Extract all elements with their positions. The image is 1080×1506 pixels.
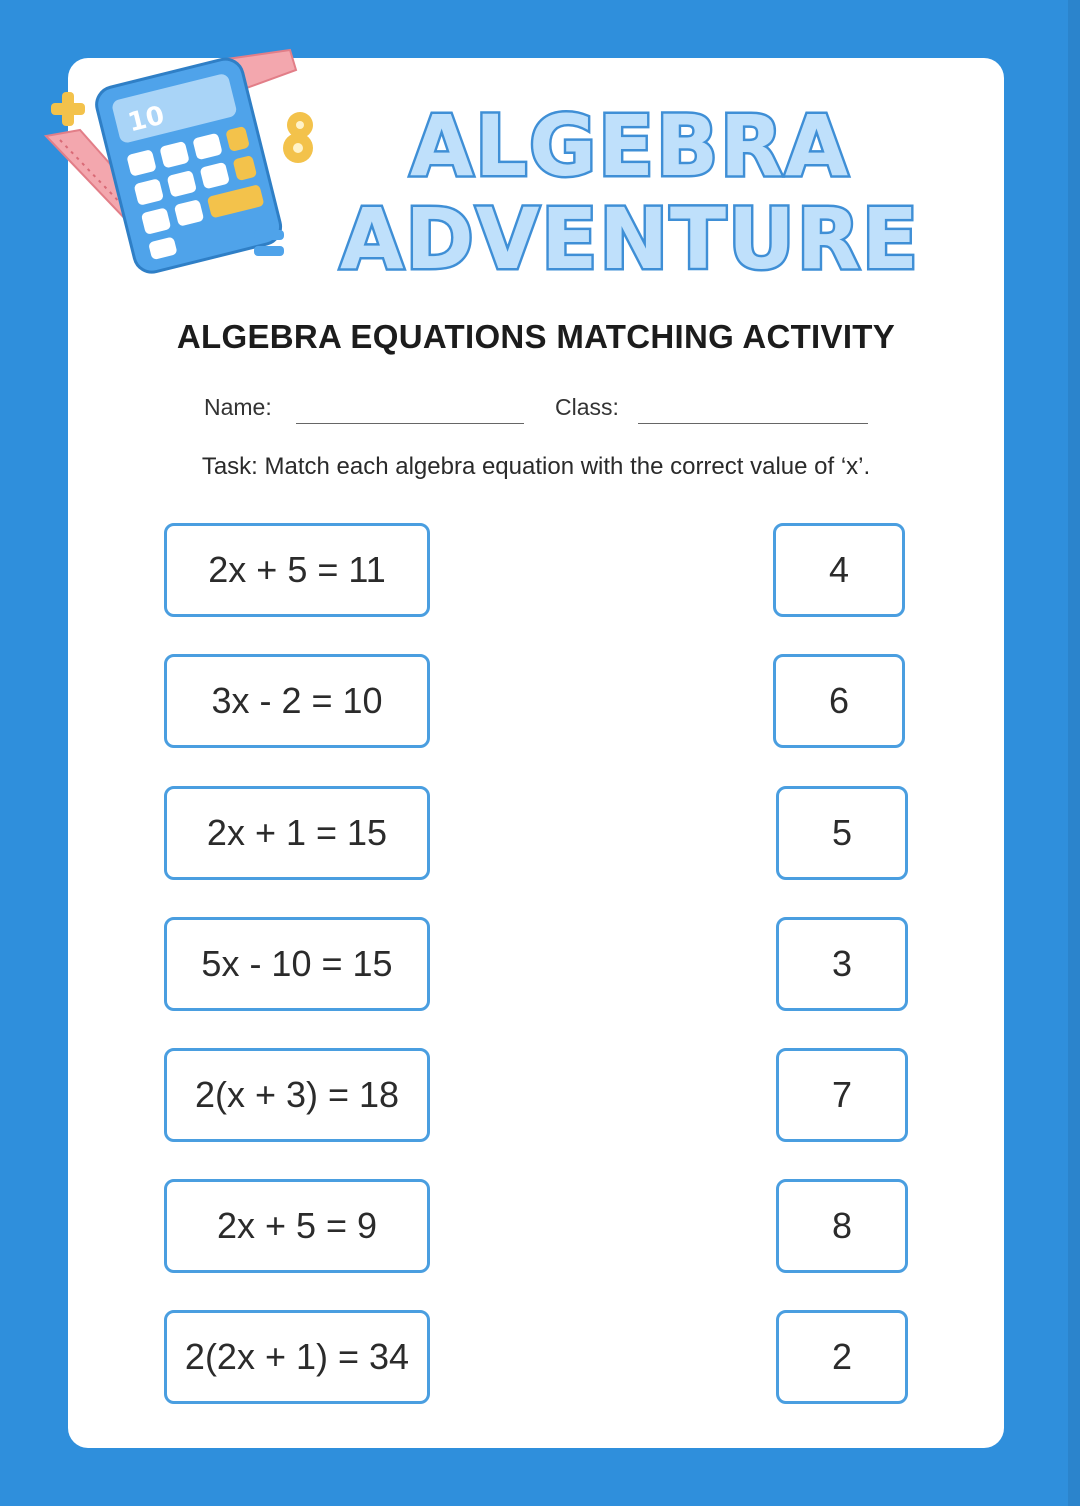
page-title [330,100,960,290]
equation-box-3[interactable]: 2x + 1 = 15 [164,786,430,880]
name-label: Name: [204,394,272,420]
class-field[interactable] [638,423,868,424]
number-eight-icon [283,112,313,163]
equation-box-7[interactable]: 2(2x + 1) = 34 [164,1310,430,1404]
answer-box-2[interactable]: 6 [773,654,905,748]
task-instructions: Task: Match each algebra equation with the correct value of ‘x’. [201,453,871,480]
equation-box-2[interactable]: 3x - 2 = 10 [164,654,430,748]
title-line-2: ADVENTURE [340,190,920,288]
answer-box-6[interactable]: 8 [776,1179,908,1273]
page-edge [1068,0,1080,1506]
calculator-display-text: 10 [125,100,168,139]
equation-box-4[interactable]: 5x - 10 = 15 [164,917,430,1011]
title-line-1: ALGEBRA [410,100,850,195]
plus-icon [51,92,85,126]
equation-box-1[interactable]: 2x + 5 = 11 [164,523,430,617]
answer-box-7[interactable]: 2 [776,1310,908,1404]
class-label: Class: [555,394,619,420]
equation-box-6[interactable]: 2x + 5 = 9 [164,1179,430,1273]
answer-box-1[interactable]: 4 [773,523,905,617]
answer-box-3[interactable]: 5 [776,786,908,880]
equation-box-5[interactable]: 2(x + 3) = 18 [164,1048,430,1142]
calculator-clipart [40,40,340,280]
activity-subtitle: ALGEBRA EQUATIONS MATCHING ACTIVITY [176,318,896,355]
answer-box-5[interactable]: 7 [776,1048,908,1142]
calculator-icon [93,55,285,276]
answer-box-4[interactable]: 3 [776,917,908,1011]
name-field[interactable] [296,423,524,424]
